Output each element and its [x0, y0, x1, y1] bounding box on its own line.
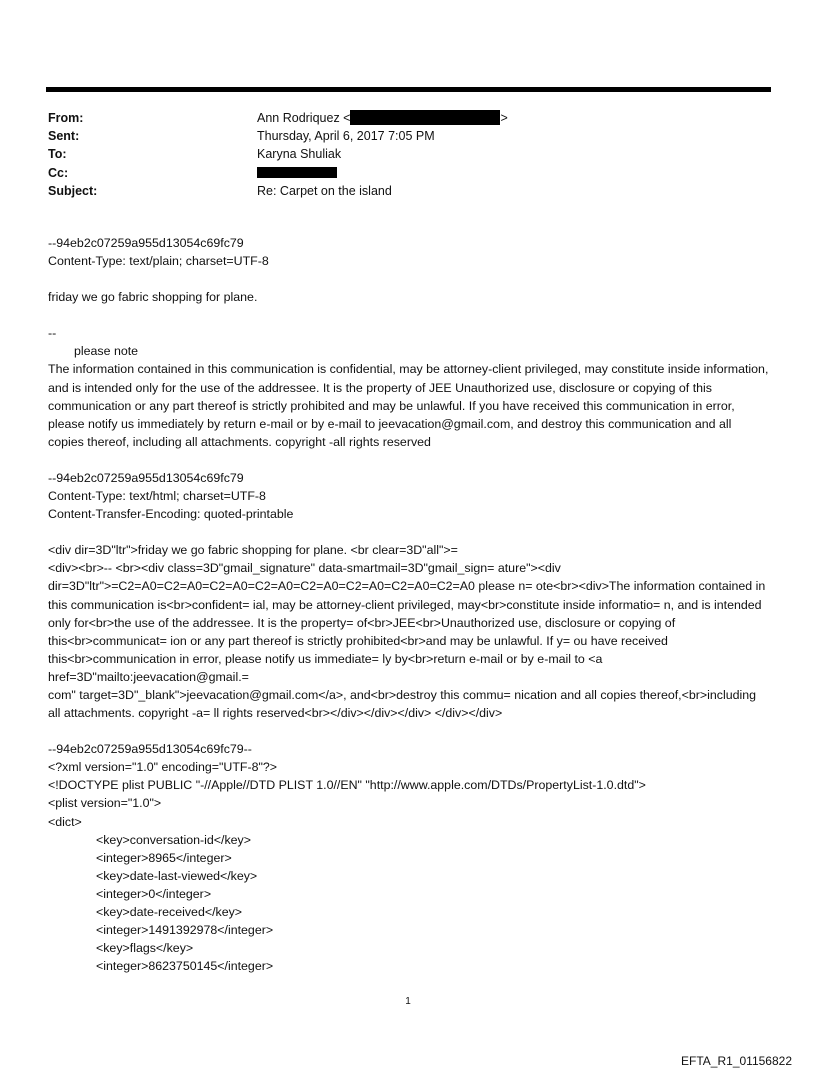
email-header — [48, 109, 768, 200]
to-value: Karyna Shuliak — [257, 147, 342, 162]
plist-line: <integer>1491392978</integer> — [96, 923, 274, 938]
page-number: 1 — [405, 996, 411, 1007]
message-text: friday we go fabric shopping for plane. — [48, 290, 258, 305]
sent-label: Sent: — [48, 129, 80, 144]
plist-open: <plist version="1.0"> — [48, 796, 162, 811]
plist-line: <key>flags</key> — [96, 941, 194, 956]
xml-declaration: <?xml version="1.0" encoding="UTF-8"?> — [48, 760, 278, 775]
cc-label: Cc: — [48, 165, 69, 180]
redaction-bar — [350, 110, 500, 125]
plist-line: <integer>8623750145</integer> — [96, 959, 274, 974]
plist-doctype: <!DOCTYPE plist PUBLIC "-//Apple//DTD PLIST 1.0//EN" "http://www.apple.com/DTDs/PropertyList-1.0.dtd"> — [48, 778, 646, 793]
content-transfer-encoding: Content-Transfer-Encoding: quoted-printable — [48, 507, 294, 522]
plist-line: <key>date-last-viewed</key> — [96, 868, 258, 883]
dict-open: <dict> — [48, 814, 82, 829]
sent-row — [48, 127, 768, 145]
from-label: From: — [48, 111, 84, 125]
mime-boundary-end: --94eb2c07259a955d13054c69fc79-- — [48, 742, 252, 757]
plist-line: <integer>8965</integer> — [96, 850, 232, 865]
content-type-plain: Content-Type: text/plain; charset=UTF-8 — [48, 254, 269, 269]
subject-row — [48, 182, 768, 200]
redaction-bar — [257, 167, 337, 178]
content-type-html: Content-Type: text/html; charset=UTF-8 — [48, 489, 266, 504]
from-name: Ann Rodriquez < — [257, 111, 351, 125]
cc-row — [48, 164, 768, 182]
document-id: EFTA_R1_01156822 — [681, 1054, 792, 1068]
sent-value: Thursday, April 6, 2017 7:05 PM — [257, 129, 435, 144]
from-row — [48, 109, 768, 127]
mime-boundary: --94eb2c07259a955d13054c69fc79 — [48, 470, 244, 485]
mime-boundary: --94eb2c07259a955d13054c69fc79 — [48, 236, 244, 250]
subject-value: Re: Carpet on the island — [257, 183, 392, 198]
from-value — [257, 109, 508, 127]
html-source: <div dir=3D"ltr">friday we go fabric shopping for plane. <br clear=3D"all">= <div><br>-- <br><div class=3D"gmail_signature" data-smartmail=3D"gmail_sign= ature"><div dir=3D"ltr">=C2=A0=C2=A0=C2=A0=C2=A0=C2=A0=C2=A0=C2=A0=C2=A0 please n= ote<br><div>The information contained in this communication is<br>confident= ial, may be attorney-client privileged, may<br>constitute inside informatio= n, and is intended only for<br>the use of the addressee. It is the property= of<br>JEE<br>Unauthorized use, disclosure or copying of this<br>communicat= ion or any part thereof is strictly prohibited<br>and may be unlawful. If y= ou have received this<br>communication in error, please notify us immediate= ly by<br>return e-mail or by e-mail to <a href=3D"mailto:jeevacation@gmail.= com" target=3D"_blank">jeevacation@gmail.com</a>, and<br>destroy this commu= nication and all copies thereof,<br>including all attachments. copyright -a= ll rights reserved<br></div></div></div> </div></div> — [48, 543, 766, 721]
plist-line: <key>conversation-id</key> — [96, 832, 251, 847]
plist-line: <integer>0</integer> — [96, 886, 212, 901]
please-note: please note — [74, 344, 139, 359]
disclaimer-text: The information contained in this communication is confidential, may be attorney-client privileged, may constitute inside information, and is intended only for the use of the addressee. It is the property of JEE Unauthorized use, disclosure or copying of this communication or any part thereof is strictly prohibited and may be unlawful. If you have received this communication in error, please notify us immediately by return e-mail or by e-mail to jeevacation@gmail.com, and destroy this communication and all copies thereof, including all attachments. copyright -all rights reserved — [48, 362, 772, 449]
to-label: To: — [48, 147, 67, 162]
signature-separator: -- — [48, 326, 57, 341]
to-row — [48, 145, 768, 163]
subject-label: Subject: — [48, 183, 98, 198]
header-rule — [46, 87, 771, 92]
plist-line: <key>date-received</key> — [96, 905, 243, 919]
email-body — [48, 234, 770, 975]
from-close: > — [500, 111, 508, 125]
cc-value — [257, 164, 337, 182]
